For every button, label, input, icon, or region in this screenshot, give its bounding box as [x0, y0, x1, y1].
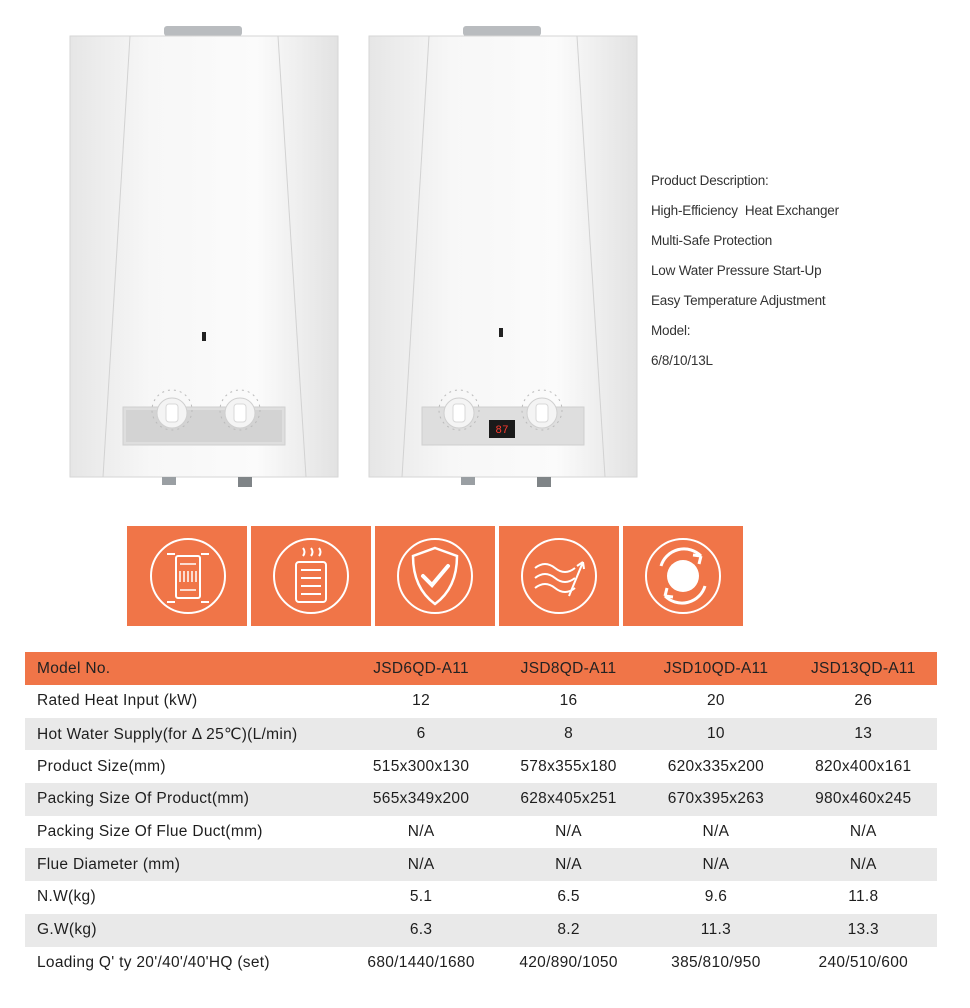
- table-row: [25, 914, 937, 947]
- safety-shield-icon: [375, 526, 495, 626]
- table-row: [25, 947, 937, 980]
- table-cell: 420/890/1050: [519, 953, 618, 971]
- product-description: [651, 166, 951, 376]
- table-cell: N/A: [555, 823, 582, 841]
- display-readout: 87: [495, 425, 509, 437]
- table-row: [25, 718, 937, 751]
- spec-table: [25, 652, 937, 979]
- feature-item: Easy Temperature Adjustment: [651, 293, 826, 308]
- model-label: Model:: [651, 323, 691, 338]
- row-label: Loading Q' ty 20'/40'/40'HQ (set): [37, 953, 270, 971]
- table-cell: 240/510/600: [818, 953, 909, 971]
- table-cell: 8.2: [495, 914, 642, 947]
- table-cell: N/A: [347, 848, 495, 881]
- table-cell: 13: [790, 718, 937, 751]
- table-cell: 11.3: [642, 914, 789, 947]
- table-cell: 820x400x161: [815, 757, 912, 775]
- header-cell: JSD13QD-A11: [790, 652, 937, 685]
- table-cell: 980x460x245: [790, 783, 937, 816]
- table-cell: 12: [412, 692, 431, 710]
- table-cell: 11.8: [848, 888, 879, 906]
- table-row: [25, 816, 937, 849]
- table-cell: 13.3: [790, 914, 937, 947]
- table-cell: 565x349x200: [347, 783, 495, 816]
- row-label: Packing Size Of Product(mm): [25, 783, 347, 816]
- table-row: [25, 750, 937, 783]
- feature-item: Low Water Pressure Start-Up: [651, 263, 822, 278]
- table-cell: N/A: [849, 823, 877, 841]
- description-heading: Product Description:: [651, 173, 769, 188]
- table-cell: 628x405x251: [495, 783, 642, 816]
- table-cell: 6.5: [557, 888, 580, 906]
- feature-tile: [127, 526, 247, 626]
- table-cell: 10: [642, 718, 789, 751]
- feature-tile: [499, 526, 619, 626]
- low-pressure-start-icon: [499, 526, 619, 626]
- water-heater-knob-model: [68, 26, 340, 492]
- feature-item: High-Efficiency Heat Exchanger: [651, 203, 839, 218]
- header-cell: Model No.: [25, 652, 347, 685]
- table-cell: 578x355x180: [520, 757, 617, 775]
- row-label: G.W(kg): [25, 914, 347, 947]
- table-cell: 385/810/950: [671, 953, 761, 971]
- row-label: Hot Water Supply(for Δ 25℃)(L/min): [25, 718, 347, 751]
- table-row: [25, 848, 937, 881]
- feature-item: Multi-Safe Protection: [651, 233, 773, 248]
- feature-tile: [251, 526, 371, 626]
- table-cell: N/A: [702, 823, 730, 841]
- model-values: 6/8/10/13L: [651, 353, 713, 368]
- table-cell: 6: [347, 718, 495, 751]
- table-cell: 515x300x130: [372, 757, 470, 775]
- water-heater-flow-icon: [127, 526, 247, 626]
- table-cell: N/A: [790, 848, 937, 881]
- table-cell: 8: [495, 718, 642, 751]
- feature-tile: [375, 526, 495, 626]
- header-cell: JSD10QD-A11: [642, 652, 789, 685]
- table-cell: 20: [706, 692, 725, 710]
- table-cell: 620x335x200: [667, 757, 765, 775]
- temperature-adjust-icon: [623, 526, 743, 626]
- table-cell: 9.6: [704, 888, 728, 906]
- heat-exchanger-icon: [251, 526, 371, 626]
- table-cell: 26: [854, 692, 873, 710]
- row-label: Product Size(mm): [37, 757, 166, 775]
- header-cell: JSD8QD-A11: [495, 652, 642, 685]
- table-row: [25, 881, 937, 914]
- row-label: Rated Heat Input (kW): [37, 692, 198, 710]
- row-label: Flue Diameter (mm): [25, 848, 347, 881]
- table-header-row: [25, 652, 937, 685]
- table-cell: N/A: [407, 823, 435, 841]
- row-label: N.W(kg): [37, 888, 96, 906]
- table-cell: N/A: [495, 848, 642, 881]
- row-label: Packing Size Of Flue Duct(mm): [37, 823, 263, 841]
- table-cell: N/A: [642, 848, 789, 881]
- table-row: [25, 783, 937, 816]
- table-cell: 670x395x263: [642, 783, 789, 816]
- water-heater-display-model: [367, 26, 639, 492]
- table-row: [25, 685, 937, 718]
- table-cell: 6.3: [347, 914, 495, 947]
- table-cell: 680/1440/1680: [367, 953, 475, 971]
- table-cell: 16: [559, 692, 578, 710]
- feature-tile: [623, 526, 743, 626]
- table-cell: 5.1: [409, 888, 433, 906]
- header-cell: JSD6QD-A11: [347, 652, 495, 685]
